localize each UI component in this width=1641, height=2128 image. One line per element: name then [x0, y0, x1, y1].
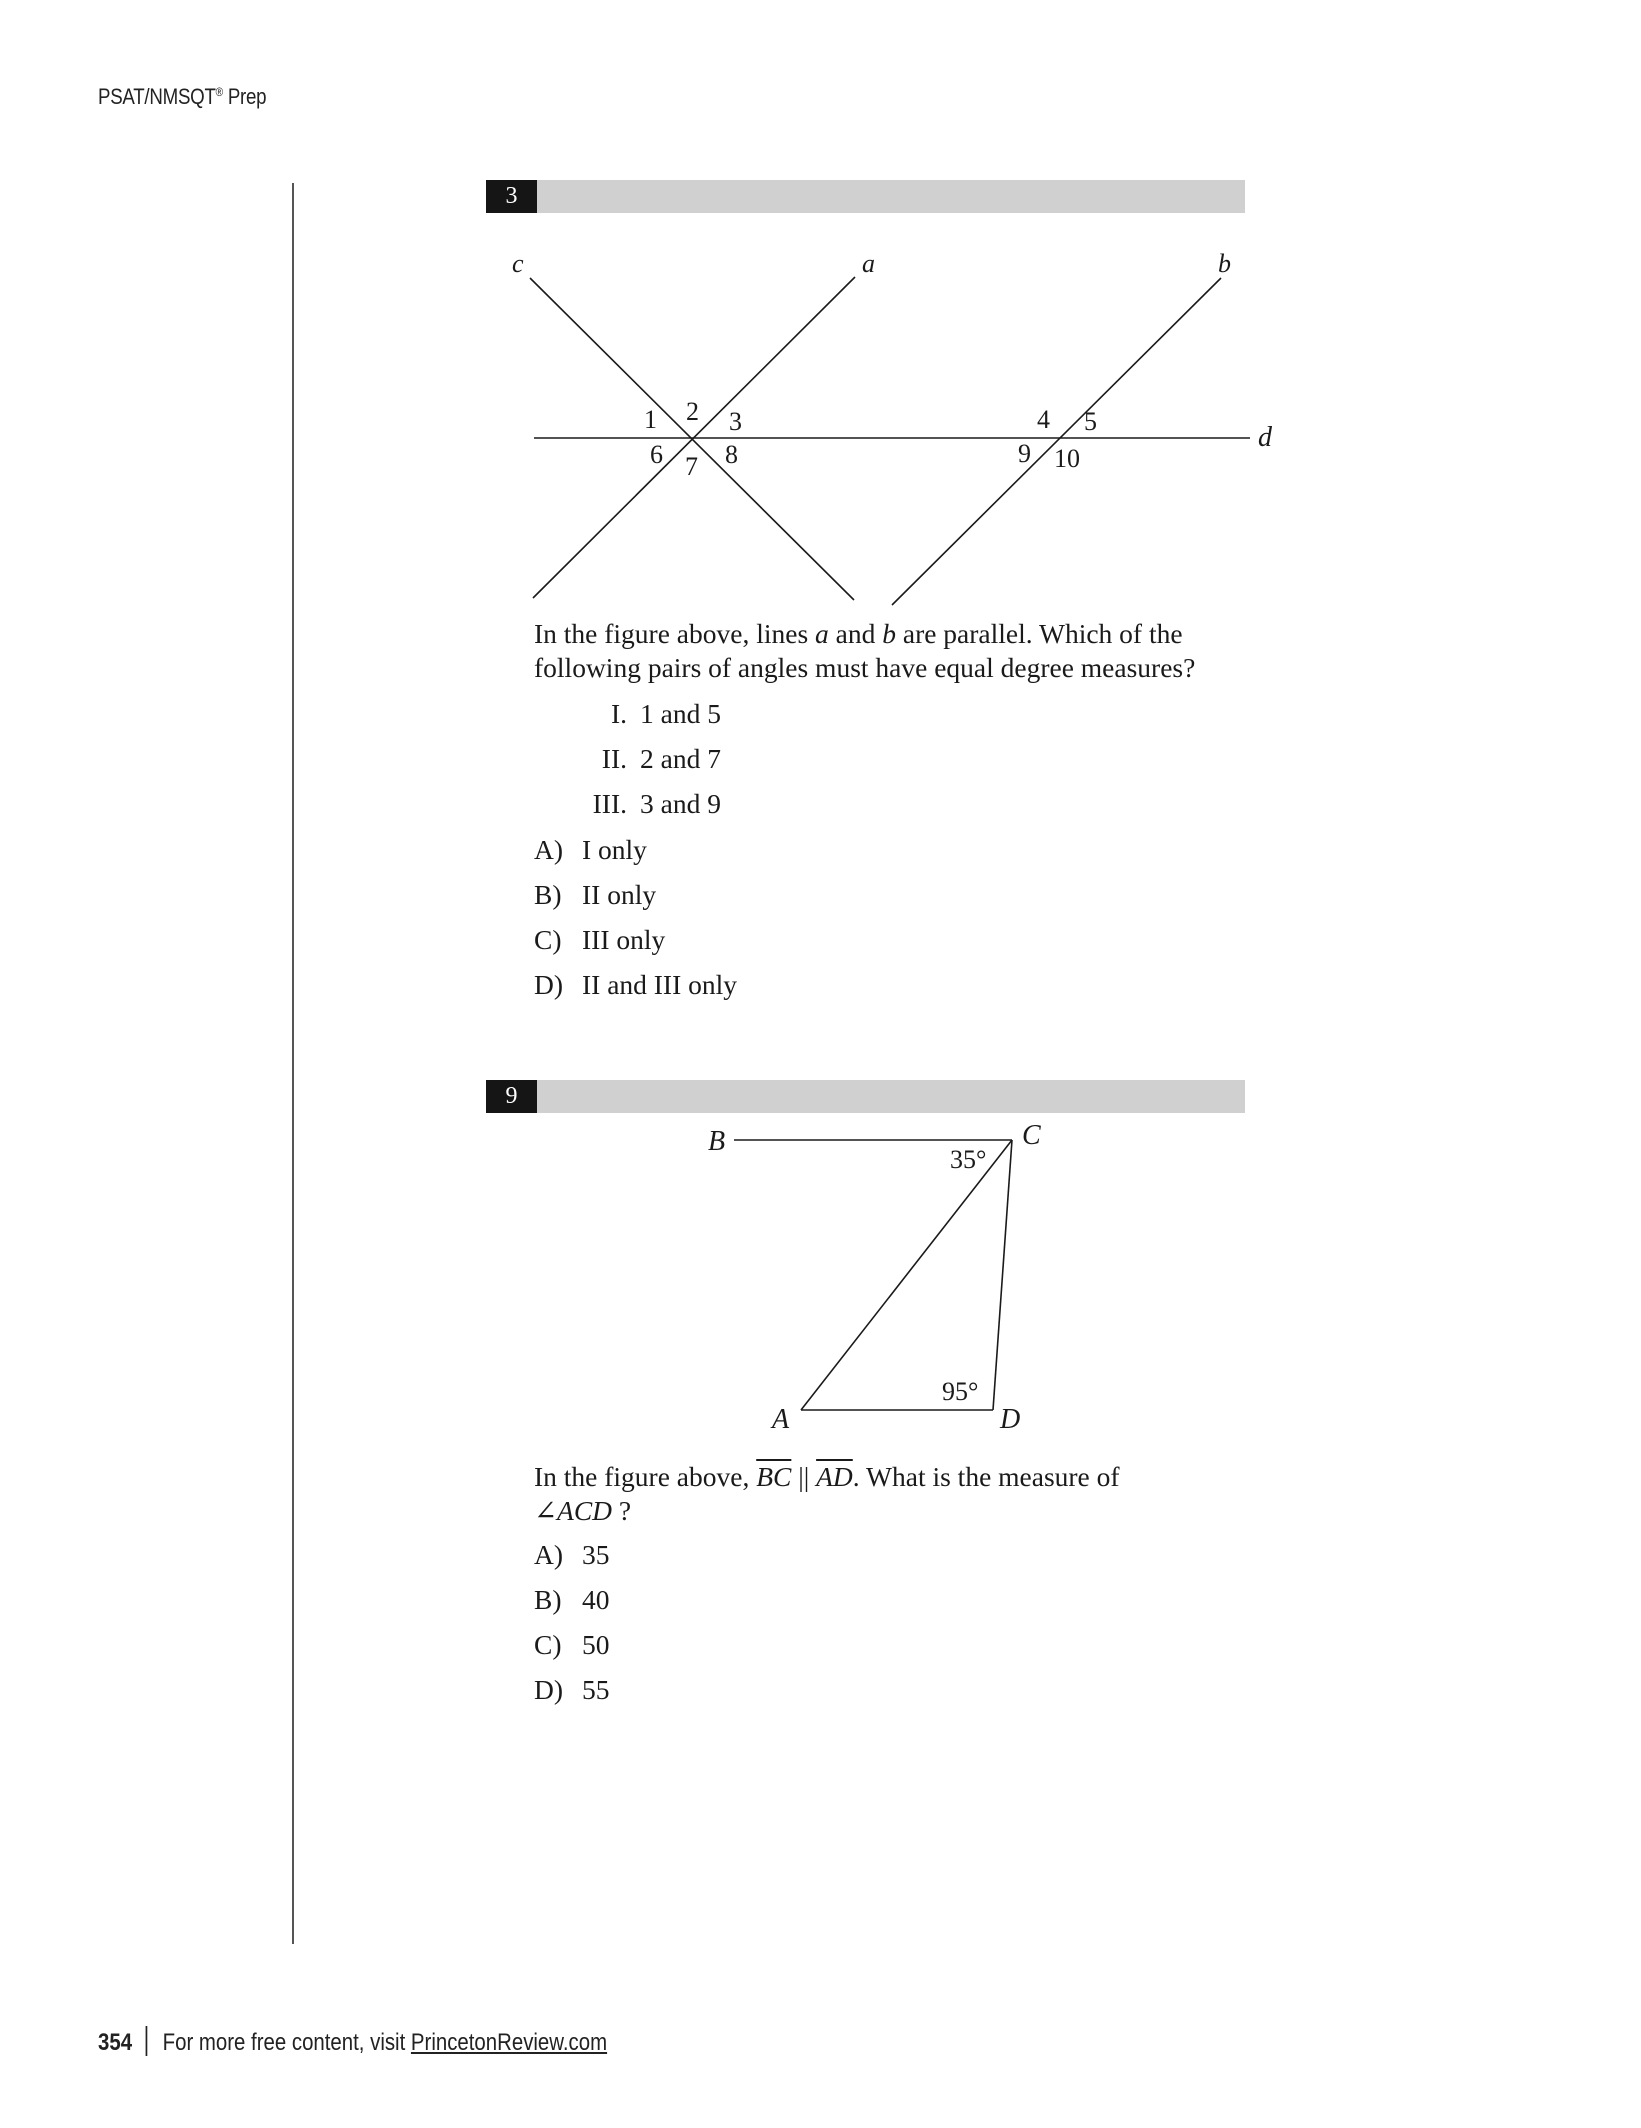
stem-text: In the figure above,	[534, 1461, 757, 1492]
angle-label-10: 10	[1054, 444, 1080, 473]
point-label-b: B	[708, 1126, 726, 1157]
segment-ad-notation: $\overline{AD}$	[816, 1461, 853, 1492]
var-b: b	[882, 618, 896, 649]
angle-acd-notation: ∠ACD	[534, 1495, 613, 1526]
question-number: 3	[486, 180, 537, 213]
stem-text: ?	[612, 1495, 632, 1526]
page-footer	[98, 2026, 607, 2057]
point-label-d: D	[1000, 1404, 1021, 1435]
statement-numeral: II.	[601, 743, 627, 774]
choice-text: III only	[582, 924, 666, 955]
segment-bc-notation: $\overline{BC}$	[756, 1461, 792, 1492]
choice-text: 50	[582, 1629, 610, 1660]
choice-letter: A)	[534, 1539, 564, 1570]
stem-text: are parallel. Which of the	[895, 618, 1183, 649]
question-number: 9	[486, 1080, 537, 1113]
choice-letter: C)	[534, 924, 562, 955]
stem-text: In the figure above, lines	[534, 618, 816, 649]
statement-text: 3 and 9	[640, 788, 721, 819]
angle-label-9: 9	[1018, 439, 1031, 468]
segment-ca	[801, 1140, 1012, 1410]
princeton-review-link[interactable]: PrincetonReview.com	[410, 2029, 608, 2056]
statement-numeral: III.	[592, 788, 627, 819]
book-title-suffix: Prep	[222, 84, 267, 109]
choice-text: 55	[582, 1674, 610, 1705]
stem-text: and	[828, 618, 883, 649]
angle-label-95: 95°	[942, 1377, 979, 1406]
line-label-d: d	[1258, 422, 1272, 453]
parallel-symbol: ||	[791, 1461, 817, 1492]
angle-label-8: 8	[725, 440, 738, 469]
footer-text: For more free content, visit	[162, 2029, 411, 2056]
statement-text: 1 and 5	[640, 698, 721, 729]
stem-line-1	[534, 1460, 1120, 1494]
stem-line-2	[534, 1494, 1120, 1528]
choice-text: II and III only	[582, 969, 738, 1000]
angle-label-2: 2	[686, 397, 699, 426]
var-a: a	[815, 618, 829, 649]
choice-letter: B)	[534, 879, 562, 910]
choice-letter: D)	[534, 1674, 564, 1705]
line-label-b: b	[1218, 249, 1231, 278]
angle-label-35: 35°	[950, 1145, 987, 1174]
point-label-c: C	[1022, 1120, 1041, 1151]
statement-text: 2 and 7	[640, 743, 721, 774]
choice-letter: D)	[534, 969, 564, 1000]
choice-letter: B)	[534, 1584, 562, 1615]
choice-letter: A)	[534, 834, 564, 865]
line-label-a: a	[862, 249, 875, 278]
point-label-a: A	[772, 1404, 790, 1435]
choice-text: 35	[582, 1539, 610, 1570]
choice-text: 40	[582, 1584, 610, 1615]
choice-text: I only	[582, 834, 647, 865]
footer-divider	[146, 2026, 148, 2056]
angle-label-7: 7	[685, 452, 698, 481]
angle-label-5: 5	[1084, 407, 1097, 436]
book-title: PSAT/NMSQT	[98, 84, 216, 109]
angle-label-1: 1	[644, 405, 657, 434]
line-label-c: c	[512, 249, 524, 278]
statement-numeral: I.	[610, 698, 627, 729]
choice-text: II only	[582, 879, 657, 910]
angle-label-3: 3	[729, 407, 742, 436]
angle-label-4: 4	[1037, 405, 1050, 434]
stem-text: . What is the measure of	[852, 1461, 1120, 1492]
registered-mark: ®	[215, 85, 223, 99]
choice-letter: C)	[534, 1629, 562, 1660]
segment-cd	[993, 1140, 1012, 1410]
page-number: 354	[98, 2029, 133, 2056]
stem-line-2: following pairs of angles must have equal degree measures?	[534, 652, 1196, 683]
question-9-stem	[534, 1460, 1120, 1528]
angle-label-6: 6	[650, 440, 663, 469]
